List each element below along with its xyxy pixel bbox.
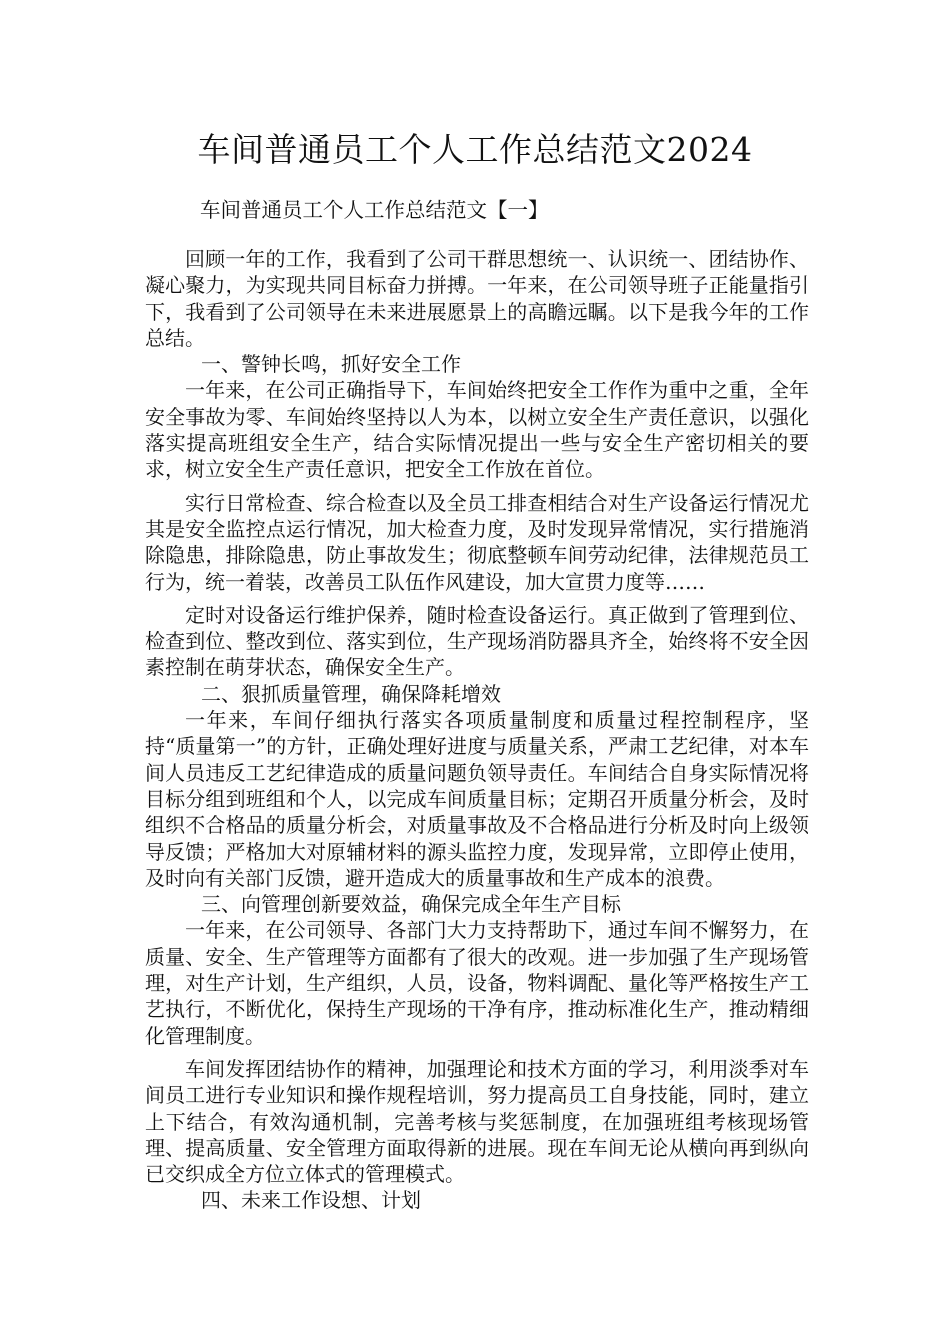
document-title: 车间普通员工个人工作总结范文2024 [197, 130, 753, 169]
body-paragraph: 实行日常检查、综合检查以及全员工排查相结合对生产设备运行情况尤其是安全监控点运行情况，加大检查力度，及时发现异常情况，实行措施消除隐患，排除隐患，防止事故发生；彻底整顿车间劳动纪律，法律规范员工行为，统一着装，改善员工队伍作风建设，加大宣贯力度等…… [145, 490, 809, 594]
body-paragraph: 一年来，车间仔细执行落实各项质量制度和质量过程控制程序，坚持“质量第一”的方针，正确处理好进度与质量关系，严肃工艺纪律，对本车间人员违反工艺纪律造成的质量问题负领导责任。车间结合自身实际情况将目标分组到班组和个人，以完成车间质量目标；定期召开质量分析会，及时组织不合格品的质量分析会，对质量事故及不合格品进行分析及时向上级领导反馈；严格加大对原辅材料的源头监控力度，发现异常，立即停止使用，及时向有关部门反馈，避开造成大的质量事故和生产成本的浪费。 [145, 708, 809, 890]
document-body [145, 246, 809, 1214]
intro-paragraph: 回顾一年的工作，我看到了公司干群思想统一、认识统一、团结协作、凝心聚力，为实现共同目标奋力拼搏。一年来，在公司领导班子正能量指引下，我看到了公司领导在未来进展愿景上的高瞻远瞩。以下是我今年的工作总结。 [145, 247, 809, 350]
section-heading-safety: 一、警钟长鸣，抓好安全工作 [201, 352, 461, 377]
section-heading-quality: 二、狠抓质量管理，确保降耗增效 [201, 681, 501, 706]
body-paragraph: 定时对设备运行维护保养，随时检查设备运行。真正做到了管理到位、检查到位、整改到位、落实到位，生产现场消防器具齐全，始终将不安全因素控制在萌芽状态，确保安全生产。 [145, 602, 809, 680]
body-paragraph: 车间发挥团结协作的精神，加强理论和技术方面的学习，利用淡季对车间员工进行专业知识和操作规程培训，努力提高员工自身技能，同时，建立上下结合，有效沟通机制，完善考核与奖惩制度，在加强班组考核现场管理、提高质量、安全管理方面取得新的进展。现在车间无论从横向再到纵向已交织成全方位立体式的管理模式。 [145, 1056, 809, 1187]
section-heading-plan: 四、未来工作设想、计划 [201, 1188, 421, 1213]
section-heading-management: 三、向管理创新要效益，确保完成全年生产目标 [201, 892, 621, 917]
body-paragraph: 一年来，在公司领导、各部门大力支持帮助下，通过车间不懈努力，在质量、安全、生产管理等方面都有了很大的改观。进一步加强了生产现场管理，对生产计划，生产组织，人员，设备，物料调配、量化等严格按生产工艺执行，不断优化，保持生产现场的干净有序，推动标准化生产，推动精细化管理制度。 [145, 918, 809, 1048]
body-paragraph: 一年来，在公司正确指导下，车间始终把安全工作作为重中之重，全年安全事故为零、车间始终坚持以人为本，以树立安全生产责任意识，以强化落实提高班组安全生产，结合实际情况提出一些与安全生产密切相关的要求，树立安全生产责任意识，把安全工作放在首位。 [145, 378, 809, 482]
document-subtitle: 车间普通员工个人工作总结范文【一】 [200, 198, 549, 222]
